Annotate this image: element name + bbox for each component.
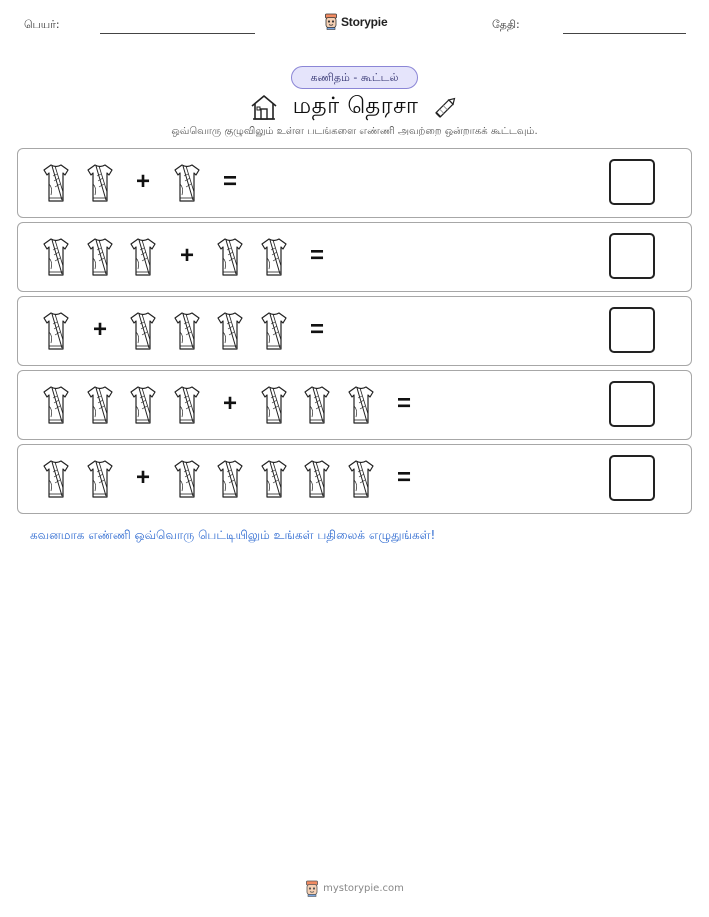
worksheet-header bbox=[0, 0, 709, 50]
equals-sign: = bbox=[222, 168, 237, 195]
sari-icon bbox=[259, 384, 289, 426]
sari-icon bbox=[128, 384, 158, 426]
problem-cells bbox=[18, 223, 691, 291]
sari-icon bbox=[302, 384, 332, 426]
name-label: பெயர்: bbox=[24, 18, 60, 31]
sari-icon bbox=[41, 236, 71, 278]
sari-icon bbox=[215, 458, 245, 500]
sari-icon bbox=[172, 458, 202, 500]
sari-icon bbox=[85, 162, 115, 204]
sari-icon bbox=[85, 384, 115, 426]
plus-sign: + bbox=[222, 390, 237, 417]
topic-pill: கணிதம் - கூட்டல் bbox=[291, 66, 418, 89]
sari-icon bbox=[85, 236, 115, 278]
equals-sign: = bbox=[309, 316, 324, 343]
answer-box[interactable] bbox=[609, 233, 655, 279]
problem-row bbox=[17, 148, 692, 218]
sari-icon bbox=[259, 236, 289, 278]
storypie-mascot-icon bbox=[324, 13, 338, 30]
site-url: mystorypie.com bbox=[323, 883, 404, 894]
sari-icon bbox=[346, 384, 376, 426]
sari-icon bbox=[302, 458, 332, 500]
instructions: ஒவ்வொரு குழுவிலும் உள்ள படங்களை எண்ணி அவற்றை ஒன்றாகக் கூட்டவும். bbox=[171, 126, 538, 137]
brand-name: Storypie bbox=[341, 14, 388, 29]
plus-sign: + bbox=[135, 168, 150, 195]
date-line[interactable] bbox=[563, 33, 686, 34]
pencil-icon bbox=[432, 93, 460, 121]
problem-cells bbox=[18, 149, 691, 217]
brand-logo bbox=[324, 13, 387, 30]
equals-sign: = bbox=[309, 242, 324, 269]
problem-row bbox=[17, 296, 692, 366]
answer-box[interactable] bbox=[609, 307, 655, 353]
problem-cells bbox=[18, 371, 691, 439]
sari-icon bbox=[41, 458, 71, 500]
footer-note: கவனமாக எண்ணி ஒவ்வொரு பெட்டியிலும் உங்கள் பதிலைக் எழுதுங்கள்! bbox=[30, 528, 436, 542]
sari-icon bbox=[172, 162, 202, 204]
sari-icon bbox=[128, 310, 158, 352]
sari-icon bbox=[172, 384, 202, 426]
problem-row bbox=[17, 444, 692, 514]
problem-cells bbox=[18, 297, 691, 365]
sari-icon bbox=[215, 236, 245, 278]
sari-icon bbox=[41, 384, 71, 426]
sari-icon bbox=[346, 458, 376, 500]
sari-icon bbox=[215, 310, 245, 352]
equals-sign: = bbox=[396, 464, 411, 491]
site-footer bbox=[0, 880, 709, 897]
problem-row bbox=[17, 222, 692, 292]
house-icon bbox=[249, 92, 279, 122]
plus-sign: + bbox=[179, 242, 194, 269]
answer-box[interactable] bbox=[609, 381, 655, 427]
sari-icon bbox=[41, 162, 71, 204]
date-label: தேதி: bbox=[492, 18, 520, 31]
sari-icon bbox=[172, 310, 202, 352]
sari-icon bbox=[85, 458, 115, 500]
sari-icon bbox=[259, 458, 289, 500]
answer-box[interactable] bbox=[609, 159, 655, 205]
page-title: மதர் தெரசா bbox=[292, 92, 419, 119]
name-line[interactable] bbox=[100, 33, 255, 34]
storypie-mascot-icon bbox=[305, 880, 319, 897]
equals-sign: = bbox=[396, 390, 411, 417]
sari-icon bbox=[41, 310, 71, 352]
sari-icon bbox=[259, 310, 289, 352]
plus-sign: + bbox=[135, 464, 150, 491]
problem-row bbox=[17, 370, 692, 440]
plus-sign: + bbox=[92, 316, 107, 343]
answer-box[interactable] bbox=[609, 455, 655, 501]
problem-cells bbox=[18, 445, 691, 513]
sari-icon bbox=[128, 236, 158, 278]
title-row bbox=[0, 90, 709, 124]
